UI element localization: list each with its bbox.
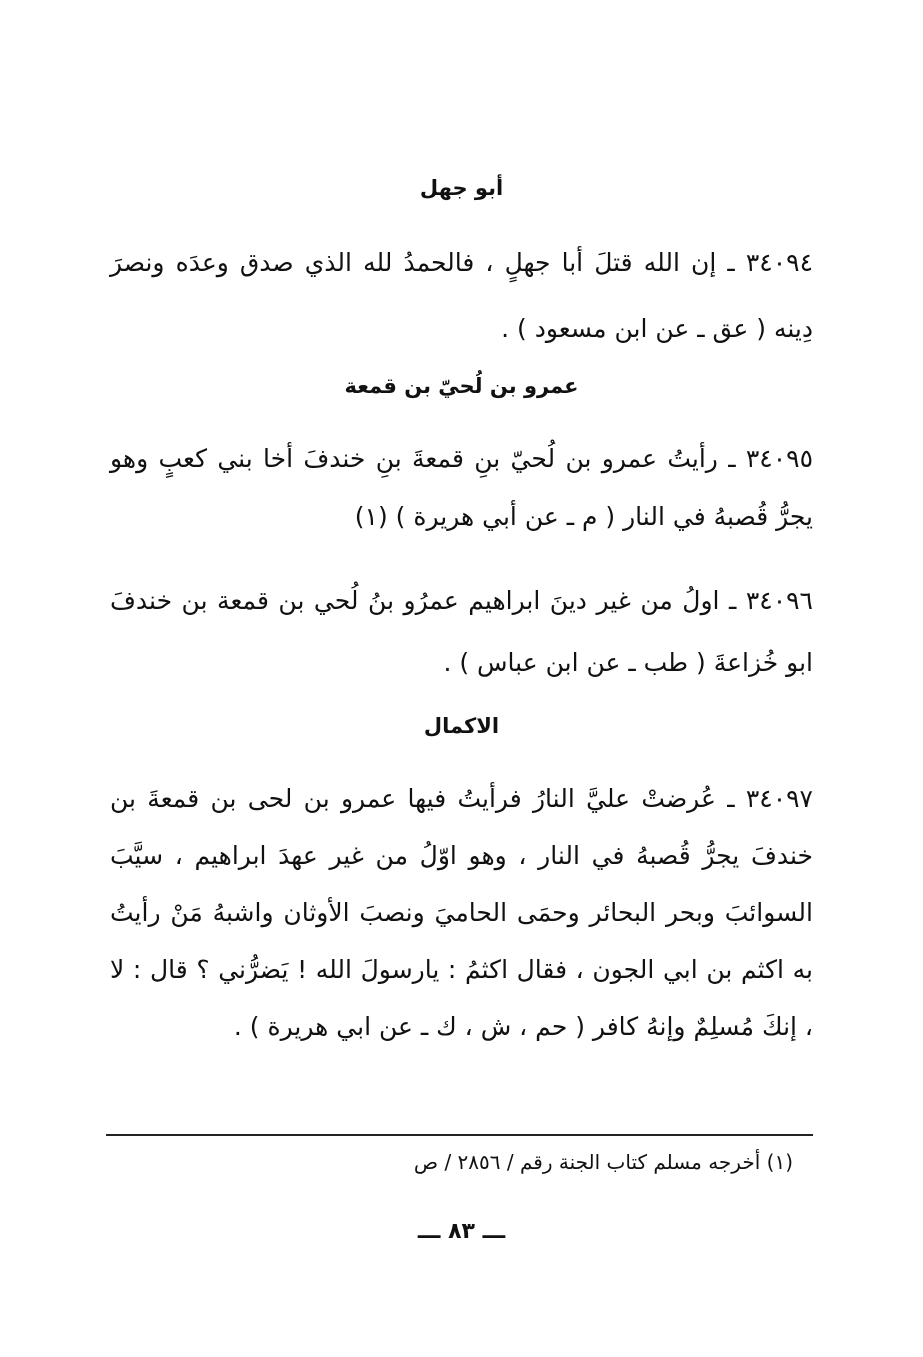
hadith-number: ٣٤٠٩٥	[745, 444, 813, 473]
section-heading-amr-ibn-luhay: عمرو بن لُحيّ بن قمعة	[344, 374, 579, 398]
hadith-number: ٣٤٠٩٤	[745, 248, 813, 277]
footnote-text: أخرجه مسلم كتاب الجنة رقم / ٢٨٥٦ / ص	[413, 1150, 761, 1174]
footnote-divider	[106, 1134, 813, 1136]
section-heading-abu-jahl: أبو جهل	[419, 176, 504, 200]
hadith-number: ٣٤٠٩٦	[745, 586, 813, 615]
footnote	[193, 1142, 793, 1182]
hadith-text: ـ اولُ من غير دينَ ابراهيم عمرُو بنُ لُحي بن قمعة بن خندفَ ابو خُزاعةَ ( طب ـ عن ابن عباس ) .	[110, 586, 813, 677]
hadith-text: ـ عُرضتْ عليَّ النارُ فرأيتُ فيها عمرو بن لحى بن قمعةَ بن خندفَ يجرُّ قُصبهُ في النار ، وهو اوّلُ من غير عهدَ ابراهيم ، سيَّبَ السوائبَ وبحر البحائر وحمَى الحاميَ ونصبَ الأوثان واشبهُ مَنْ رأيتُ به اكثم بن ابي الجون ، فقال اكثمُ : يارسولَ الله ! يَضرُّني ؟ قال : لا ، إنكَ مُسلِمٌ وإنهُ كافر ( حم ، ش ، ك ـ عن ابي هريرة ) .	[110, 784, 813, 1041]
hadith-entry-34095	[110, 430, 813, 546]
hadith-number: ٣٤٠٩٧	[745, 784, 813, 813]
hadith-entry-34097	[110, 770, 813, 1055]
hadith-text: ـ رأيتُ عمرو بن لُحيّ بنِ قمعةَ بنِ خندفَ أخا بني كعبٍ وهو يجرُّ قُصبهُ في النار ( م ـ عن أبي هريرة ) (١)	[110, 444, 813, 531]
hadith-entry-34094	[110, 230, 813, 362]
hadith-text: ـ إن الله قتلَ أبا جهلٍ ، فالحمدُ لله الذي صدق وعدَه ونصرَ دِينه ( عق ـ عن ابن مسعود ) .	[110, 248, 813, 343]
hadith-entry-34096	[110, 570, 813, 694]
footnote-marker: (١)	[766, 1150, 793, 1174]
page-number: ـــ ٨٣ ـــ	[417, 1219, 506, 1244]
section-heading-al-ikmal: الاكمال	[423, 714, 500, 738]
